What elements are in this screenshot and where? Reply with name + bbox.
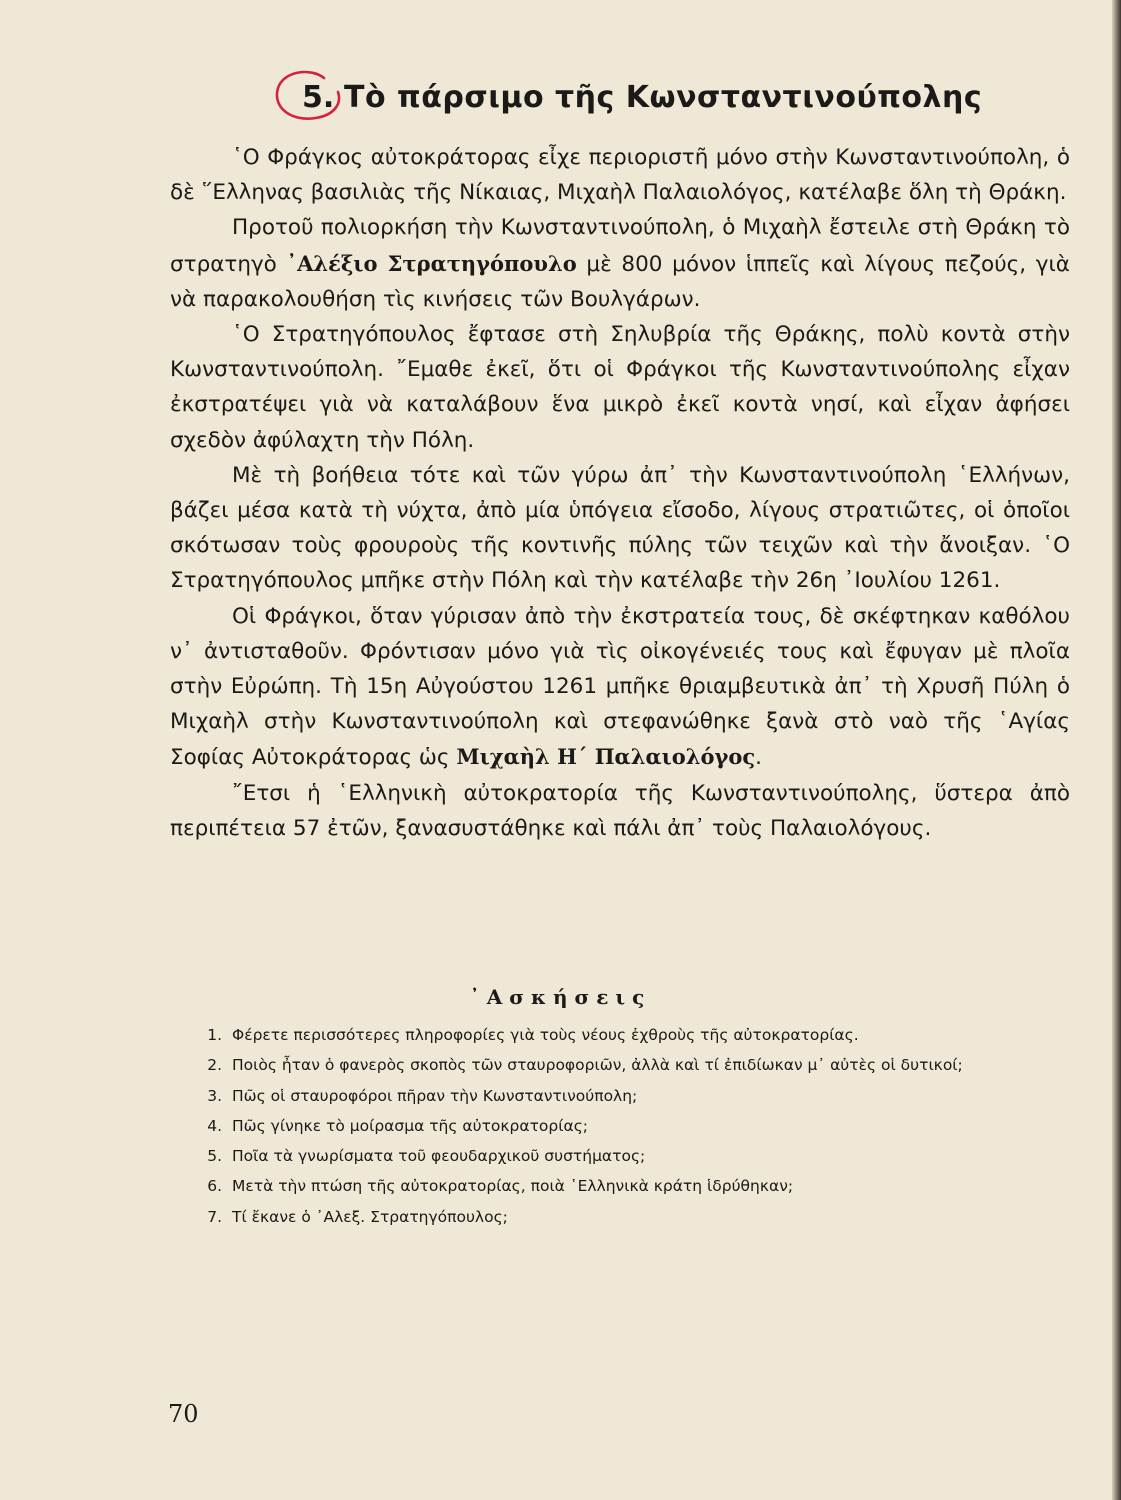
chapter-heading <box>272 70 992 130</box>
chapter-number: 5. <box>302 80 335 115</box>
exercise-text: Ποῖα τὰ γνωρίσματα τοῦ φεουδαρχικοῦ συστήματος; <box>232 1147 646 1166</box>
exercise-item <box>170 1171 1070 1201</box>
exercises-list <box>170 1020 1070 1232</box>
exercise-item <box>170 1081 1070 1111</box>
paragraph-text: ῾Ο Φράγκος αὐτοκράτορας εἶχε περιοριστῆ μόνο στὴν Κωνσταντινούπολη, ὁ δὲ ῞Ελληνας βασιλιὰς τῆς Νίκαιας, Μιχαὴλ Παλαιολόγος, κατέλαβε ὅλη τὴ Θράκη. <box>170 145 1070 206</box>
exercise-number: 7. <box>207 1207 222 1226</box>
exercise-number: 2. <box>207 1056 222 1075</box>
paragraph <box>170 210 1070 317</box>
body-text <box>170 140 1070 846</box>
exercise-text: Μετὰ τὴν πτώση τῆς αὐτοκρατορίας, ποιὰ ῾Ελληνικὰ κράτη ἱδρύθηκαν; <box>232 1177 794 1196</box>
exercise-item <box>170 1141 1070 1171</box>
exercise-number: 3. <box>207 1086 222 1105</box>
exercise-text: Τί ἔκανε ὁ ᾿Αλεξ. Στρατηγόπουλος; <box>232 1207 508 1226</box>
paragraph-text: μὲ 800 μόνον ἱππεῖς καὶ λίγους πεζούς, γιὰ νὰ παρακολουθήση τὶς κινήσεις τῶν Βουλγάρων. <box>170 251 1070 312</box>
exercise-text: Ποιὸς ἦταν ὁ φανερὸς σκοπὸς τῶν σταυροφοριῶν, ἀλλὰ καὶ τί ἐπιδίωκαν μ᾿ αὐτὲς οἱ δυτικοί; <box>232 1056 963 1075</box>
paragraph-text: ῾Ο Στρατηγόπουλος ἔφτασε στὴ Σηλυβρία τῆς Θράκης, πολὺ κοντὰ στὴν Κωνσταντινούπολη. ῎Εμαθε ἐκεῖ, ὅτι οἱ Φράγκοι τῆς Κωνσταντινούπολης εἶχαν ἐκστρατέψει γιὰ νὰ καταλάβουν ἕνα μικρὸ ἐκεῖ κοντὰ νησί, καὶ εἶχαν ἀφήσει σχεδὸν ἀφύλαχτη τὴν Πόλη. <box>170 322 1070 453</box>
exercise-item <box>170 1020 1070 1050</box>
exercise-number: 5. <box>207 1147 222 1166</box>
paragraph <box>170 140 1070 210</box>
paragraph <box>170 776 1070 846</box>
exercise-number: 4. <box>207 1116 222 1135</box>
exercise-item <box>170 1111 1070 1141</box>
chapter-title: Τὸ πάρσιμο τῆς Κωνσταντινούπολης <box>344 80 983 115</box>
paragraph-text: Προτοῦ πολιορκήση τὴν Κωνσταντινούπολη, ὁ Μιχαὴλ ἔστειλε στὴ Θράκη τὸ στρατηγὸ <box>170 215 1070 277</box>
exercise-text: Πῶς οἱ σταυροφόροι πῆραν τὴν Κωνσταντινούπολη; <box>232 1086 638 1105</box>
paragraph-text: Οἱ Φράγκοι, ὅταν γύρισαν ἀπὸ τὴν ἐκστρατεία τους, δὲ σκέφτηκαν καθόλου ν᾿ ἀντισταθοῦν. Φρόντισαν μόνο γιὰ τὶς οἰκογένειές τους καὶ ἔφυγαν μὲ πλοῖα στὴν Εὐρώπη. Τὴ 15η Αὐγούστου 1261 μπῆκε θριαμβευτικὰ ἀπ᾿ τὴ Χρυσῆ Πύλη ὁ Μιχαὴλ στὴν Κωνσταντινούπολη καὶ στεφανώθηκε ξανὰ στὸ ναὸ τῆς ῾Αγίας Σοφίας Αὐτοκράτορας ὡς <box>170 603 1070 771</box>
exercises-heading: ᾿Ασκήσεις <box>469 985 652 1009</box>
paragraph-text: ῎Ετσι ἡ ῾Ελληνικὴ αὐτοκρατορία τῆς Κωνσταντινούπολης, ὕστερα ἀπὸ περιπέτεια 57 ἐτῶν, ξανασυστάθηκε καὶ πάλι ἀπ᾿ τοὺς Παλαιολόγους. <box>170 780 1070 841</box>
bold-name: Μιχαὴλ Η΄ Παλαιολόγος <box>456 744 756 770</box>
bold-name: ᾿Αλέξιο Στρατηγόπουλο <box>286 250 577 276</box>
page-edge-shadow <box>1112 0 1121 1500</box>
exercise-item <box>170 1050 1070 1080</box>
exercise-number: 1. <box>207 1026 222 1044</box>
paragraph-text: Μὲ τὴ βοήθεια τότε καὶ τῶν γύρω ἀπ᾿ τὴν Κωνσταντινούπολη ῾Ελλήνων, βάζει μέσα κατὰ τὴ νύχτα, ἀπὸ μία ὑπόγεια εἴσοδο, λίγους στρατιῶτες, οἱ ὁποῖοι σκότωσαν τοὺς φρουροὺς τῆς κοντινῆς πύλης τῶν τειχῶν καὶ τὴν ἄνοιξαν. ῾Ο Στρατηγόπουλος μπῆκε στὴν Πόλη καὶ τὴν κατέλαβε τὴν 26η ᾿Ιουλίου 1261. <box>170 462 1070 594</box>
exercise-text: Φέρετε περισσότερες πληροφορίες γιὰ τοὺς νέους ἐχθροὺς τῆς αὐτοκρατορίας. <box>232 1026 859 1044</box>
paragraph <box>170 458 1070 599</box>
exercise-text: Πῶς γίνηκε τὸ μοίρασμα τῆς αὐτοκρατορίας; <box>232 1116 589 1135</box>
paragraph <box>170 599 1070 776</box>
page-number: 70 <box>168 1400 199 1428</box>
paragraph-text: . <box>755 745 763 771</box>
exercise-number: 6. <box>207 1177 222 1196</box>
paragraph <box>170 317 1070 458</box>
exercise-item <box>170 1202 1070 1232</box>
